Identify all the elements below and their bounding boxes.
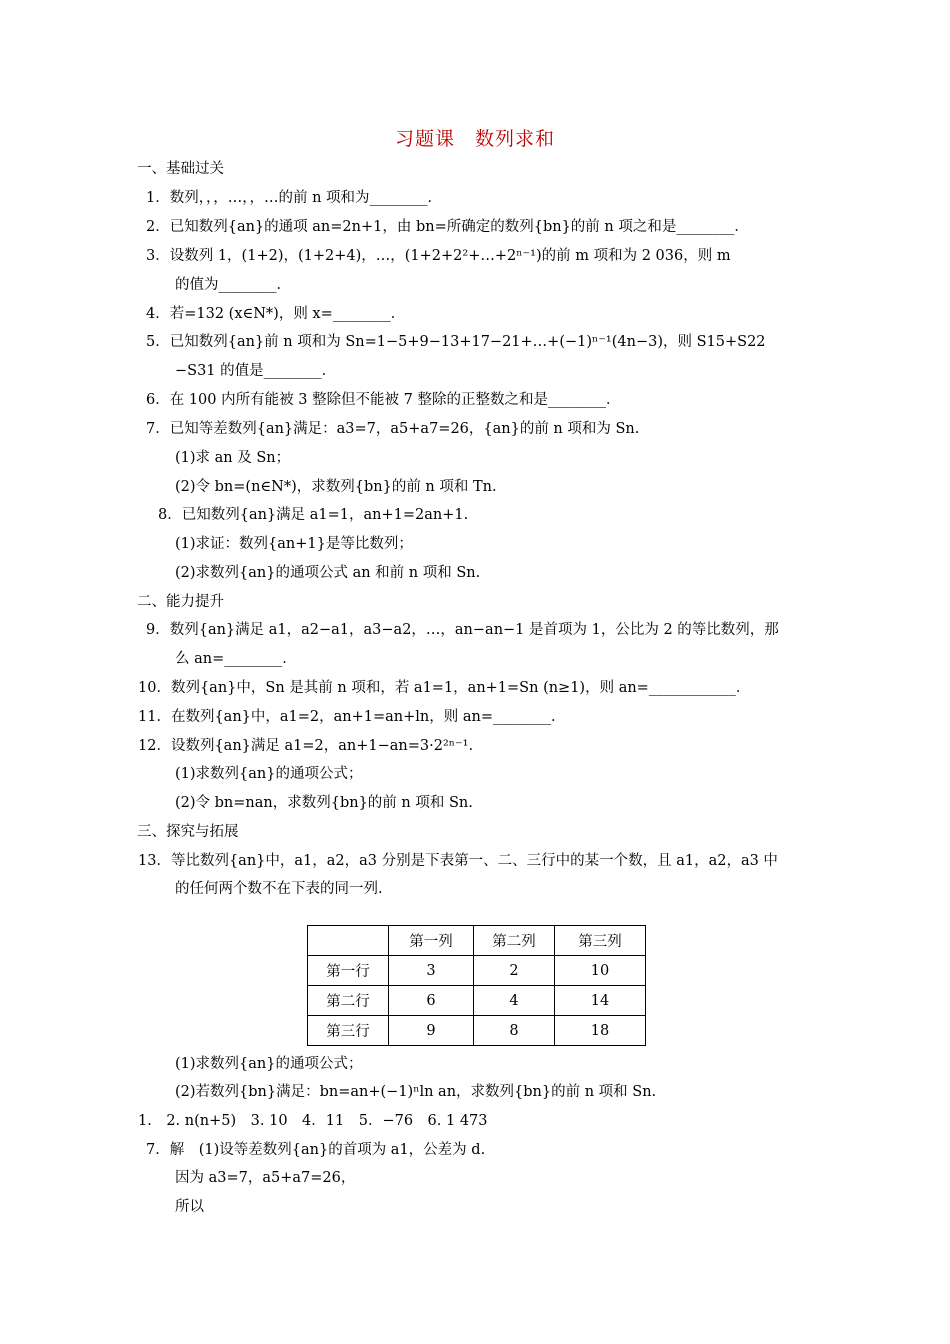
- problem-8-part-1: (1)求证：数列{an+1}是等比数列；: [175, 536, 413, 552]
- table-cell: 第一行: [308, 956, 389, 986]
- table-header-cell: 第三列: [555, 926, 646, 956]
- problem-3-cont: 的值为________．: [175, 277, 291, 293]
- problem-13: 13．等比数列{an}中，a1，a2，a3 分别是下表第一、二、三行中的某一个数，且 a1，a2，a3 中: [138, 853, 778, 869]
- problem-7-part-2: (2)令 bn=(n∈N*)，求数列{bn}的前 n 项和 Tn.: [175, 479, 497, 495]
- table-row: [308, 956, 646, 986]
- table-cell: 第三行: [308, 1016, 389, 1046]
- table-cell: 18: [555, 1016, 646, 1046]
- table-row: [308, 1016, 646, 1046]
- solution-7-line-2: 因为 a3=7，a5+a7=26，: [175, 1170, 356, 1186]
- problem-13-part-2: (2)若数列{bn}满足：bn=an+(−1)ⁿln an，求数列{bn}的前 n 项和 Sn.: [175, 1084, 657, 1100]
- problem-5: 5．已知数列{an}前 n 项和为 Sn=1−5+9−13+17−21+…+(−1)ⁿ⁻¹(4n−3)，则 S15+S22: [146, 334, 766, 350]
- problem-12-part-2: (2)令 bn=nan，求数列{bn}的前 n 项和 Sn.: [175, 795, 473, 811]
- values-table: [307, 925, 646, 1046]
- table-header-row: [308, 926, 646, 956]
- table-header-cell: [308, 926, 389, 956]
- table-cell: 9: [389, 1016, 474, 1046]
- problem-9: 9．数列{an}满足 a1，a2−a1，a3−a2，…，an−an−1 是首项为 1，公比为 2 的等比数列，那: [146, 622, 779, 638]
- problem-7: 7．已知等差数列{an}满足：a3=7，a5+a7=26，{an}的前 n 项和为 Sn.: [146, 421, 640, 437]
- problem-4: 4．若=132 (x∈N*)，则 x=________．: [146, 306, 406, 322]
- solution-7-line-1: 7．解 (1)设等差数列{an}的首项为 a1，公差为 d.: [146, 1142, 486, 1158]
- table-row: [308, 986, 646, 1016]
- problem-5-cont: −S31 的值是________．: [175, 363, 337, 379]
- table-cell: 2: [474, 956, 555, 986]
- table-cell: 8: [474, 1016, 555, 1046]
- problem-3: 3．设数列 1，(1+2)，(1+2+4)，…，(1+2+2²+…+2ⁿ⁻¹)的前 m 项和为 2 036，则 m: [146, 248, 731, 264]
- section-heading-basic: 一、基础过关: [137, 161, 224, 177]
- problem-8: 8．已知数列{an}满足 a1=1，an+1=2an+1.: [158, 507, 469, 523]
- table-header-cell: 第二列: [474, 926, 555, 956]
- problem-12-part-1: (1)求数列{an}的通项公式；: [175, 766, 363, 782]
- page-title: 习题课 数列求和: [394, 128, 555, 150]
- table-cell: 14: [555, 986, 646, 1016]
- problem-8-part-2: (2)求数列{an}的通项公式 an 和前 n 项和 Sn.: [175, 565, 481, 581]
- problem-11: 11．在数列{an}中，a1=2，an+1=an+ln，则 an=________．: [138, 709, 566, 725]
- table-cell: 3: [389, 956, 474, 986]
- problem-10: 10．数列{an}中，Sn 是其前 n 项和，若 a1=1，an+1=Sn (n≥1)，则 an=____________．: [138, 680, 751, 696]
- problem-2: 2．已知数列{an}的通项 an=2n+1，由 bn=所确定的数列{bn}的前 n 项之和是________．: [146, 219, 749, 235]
- table-cell: 4: [474, 986, 555, 1016]
- problem-13-part-1: (1)求数列{an}的通项公式；: [175, 1056, 363, 1072]
- section-heading-explore: 三、探究与拓展: [137, 824, 239, 840]
- section-heading-improve: 二、能力提升: [137, 594, 224, 610]
- problem-1: 1．数列，，，…，，…的前 n 项和为________．: [146, 190, 443, 206]
- answers-line: 1. 2. n(n+5) 3. 10 4．11 5．−76 6. 1 473: [138, 1113, 488, 1129]
- table-cell: 6: [389, 986, 474, 1016]
- problem-12: 12．设数列{an}满足 a1=2，an+1−an=3·2²ⁿ⁻¹.: [138, 738, 474, 754]
- problem-6: 6．在 100 内所有能被 3 整除但不能被 7 整除的正整数之和是________．: [146, 392, 621, 408]
- problem-13-cont: 的任何两个数不在下表的同一列.: [175, 881, 383, 897]
- problem-7-part-1: (1)求 an 及 Sn；: [175, 450, 291, 466]
- solution-7-line-3: 所以: [175, 1199, 204, 1215]
- table-cell: 第二行: [308, 986, 389, 1016]
- problem-9-cont: 么 an=________．: [175, 651, 297, 667]
- table-header-cell: 第一列: [389, 926, 474, 956]
- table-cell: 10: [555, 956, 646, 986]
